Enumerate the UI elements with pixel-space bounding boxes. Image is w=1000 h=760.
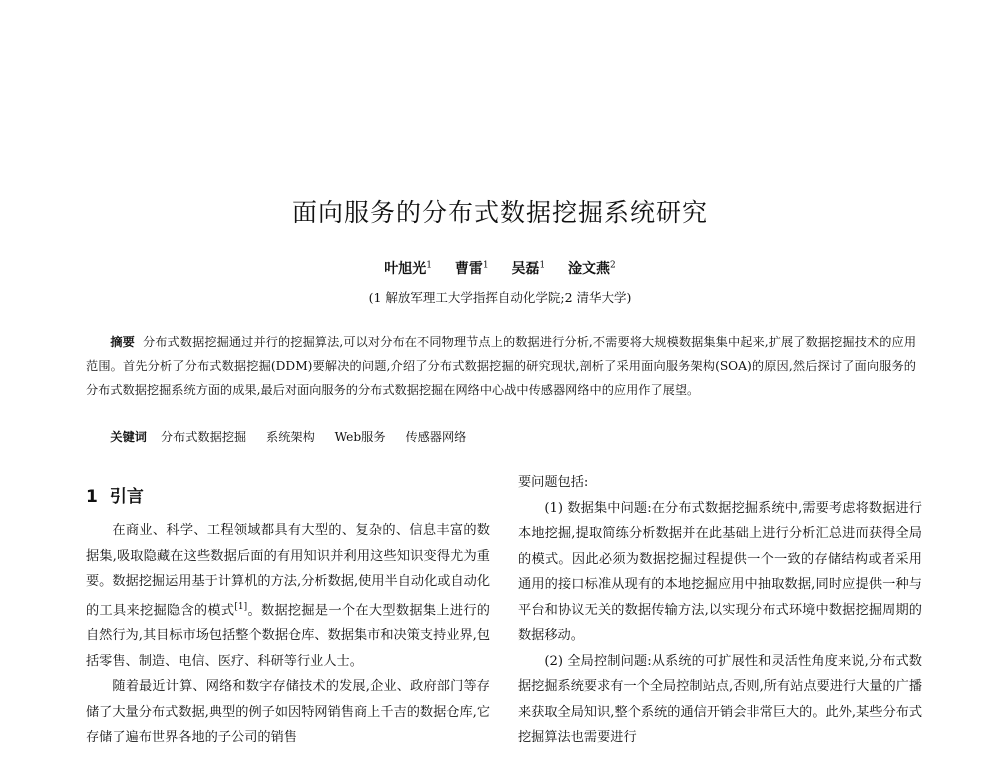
author-2 xyxy=(455,261,489,277)
paper-title: 面向服务的分布式数据挖掘系统研究 xyxy=(291,198,708,227)
abstract xyxy=(86,330,916,402)
author-1 xyxy=(384,261,432,277)
author-affiliation-mark: 1 xyxy=(482,260,489,271)
body-paragraph xyxy=(86,518,490,674)
author-name: 淦文燕 xyxy=(568,261,611,277)
author-name: 曹雷 xyxy=(454,261,483,277)
body-paragraph: 随着最近计算、网络和数字存储技术的发展,企业、政府部门等存储了大量分布式数据,典型的例子如因特网销售商上千吉的数据仓库,它存储了遍布世界各地的子公司的销售 xyxy=(86,679,491,746)
author-name: 吴磊 xyxy=(511,261,540,277)
keywords-label: 关键词 xyxy=(110,430,147,444)
abstract-text: 分布式数据挖掘通过并行的挖掘算法,可以对分布在不同物理节点上的数据进行分析,不需要将大规模数据集集中起来,扩展了数据挖掘技术的应用范围。首先分析了分布式数据挖掘(DDM)要解决的问题,介绍了分布式数据挖掘的研究现状,剖析了采用面向服务架构(SOA)的原因,然后探讨了面向服务的分布式数据挖掘系统方面的成果,最后对面向服务的分布式数据挖掘在网络中心战中传感器网络中的应用作了展望。 xyxy=(86,335,917,397)
abstract-label: 摘要 xyxy=(110,335,135,349)
author-4 xyxy=(568,261,616,277)
author-affiliation-mark: 1 xyxy=(539,260,546,271)
paragraph-text: 。数据挖掘是一个在大型数据集上进行的自然行为,其目标市场包括整个数据仓库、数据集市和决策支持业界,包括零售、制造、电信、医疗、科研等行业人士。 xyxy=(86,602,491,669)
left-column xyxy=(86,470,490,751)
body-paragraph: (1) 数据集中问题:在分布式数据挖掘系统中,需要考虑将数据进行本地挖掘,提取简练分析数据并在此基础上进行分析汇总进而获得全局的模式。因此必须为数据挖掘过程提供一个一致的存储结构或者采用通用的接口标准从现有的本地挖掘应用中抽取数据,同时应提供一种与平台和协议无关的数据传输方法,以实现分布式环境中数据挖掘周期的数据移动。 xyxy=(518,500,922,643)
keyword: Web服务 xyxy=(334,430,386,444)
keyword: 系统架构 xyxy=(266,430,315,444)
citation-ref: [1] xyxy=(234,601,248,612)
keyword: 传感器网络 xyxy=(405,430,467,444)
right-column xyxy=(518,470,922,751)
section-heading xyxy=(86,484,490,510)
keywords xyxy=(86,427,916,447)
body-paragraph: 要问题包括: xyxy=(518,475,589,490)
author-affiliation-mark: 2 xyxy=(610,260,616,271)
author-list xyxy=(0,258,1000,278)
author-name: 叶旭光 xyxy=(384,261,427,277)
author-affiliation-mark: 1 xyxy=(426,260,432,271)
paragraph-text: 在商业、科学、工程领域都具有大型的、复杂的、信息丰富的数据集,吸取隐藏在这些数据后面的有用知识并利用这些知识变得尤为重要。数据挖掘运用基于计算机的方法,分析数据,使用半自动化或自动化的工具来挖掘隐含的模式 xyxy=(86,523,491,618)
affiliations: (1 解放军理工大学指挥自动化学院;2 清华大学) xyxy=(368,290,632,305)
body-paragraph: (2) 全局控制问题:从系统的可扩展性和灵活性角度来说,分布式数据挖掘系统要求有一个全局控制站点,否则,所有站点要进行大量的广播来获取全局知识,整个系统的通信开销会非常巨大的。此外,某些分布式挖掘算法也需要进行 xyxy=(518,653,923,745)
author-3 xyxy=(511,261,545,277)
section-number: 1 xyxy=(86,487,98,507)
keyword: 分布式数据挖掘 xyxy=(160,430,247,444)
section-title: 引言 xyxy=(109,487,144,507)
